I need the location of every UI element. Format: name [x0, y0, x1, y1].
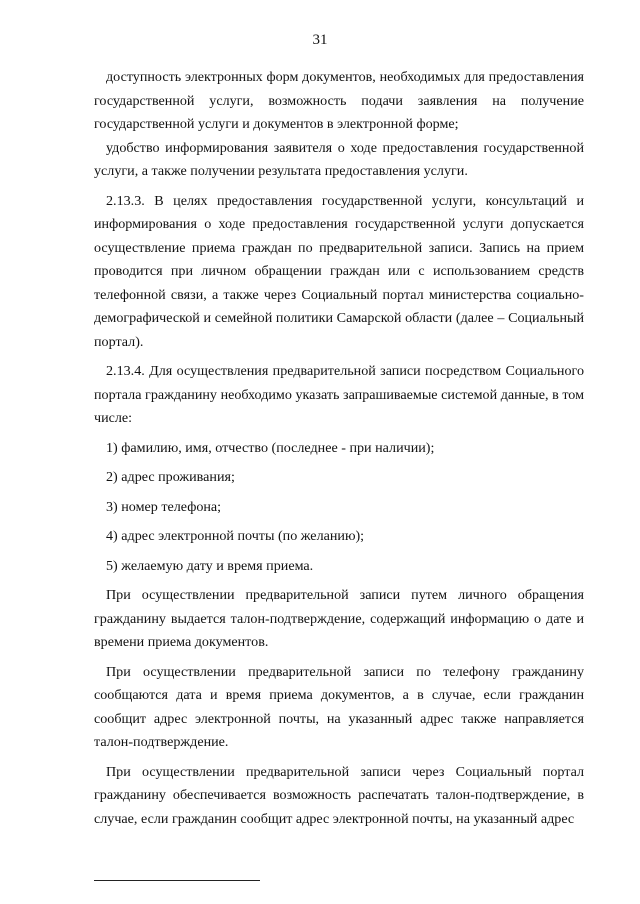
footnote-divider [94, 880, 260, 881]
paragraph: доступность электронных форм документов, необходимых для предоставления государственной услуги, возможность подачи заявления на получение государственной услуги и документов в электронной форме; [94, 69, 584, 132]
page-number: 31 [312, 32, 328, 48]
paragraph: 2.13.4. Для осуществления предварительной записи посредством Социального портала гражданину необходимо указать запрашиваемые системой данные, в том числе: [94, 363, 584, 426]
list-item: 5) желаемую дату и время приема. [106, 557, 314, 574]
paragraph: 2.13.3. В целях предоставления государственной услуги, консультаций и информирования о ходе предоставления государственной услуги допускается осуществление приема граждан по предварительной записи. Запись на прием проводится при личном обращении граждан или с использованием средств телефонной связи, а также через Социальный портал министерства социально-демографической и семейной политики Самарской области (далее – Социальный портал). [94, 192, 584, 350]
list-item: 2) адрес проживания; [106, 469, 235, 485]
list-item: 1) фамилию, имя, отчество (последнее - при наличии); [106, 439, 435, 456]
list-item: 3) номер телефона; [106, 498, 222, 515]
document-body [94, 66, 584, 831]
list-item: 4) адрес электронной почты (по желанию); [106, 528, 365, 544]
paragraph: При осуществлении предварительной записи путем личного обращения гражданину выдается талон-подтверждение, содержащий информацию о дате и времени приема документов. [94, 587, 584, 650]
paragraph: При осуществлении предварительной записи по телефону гражданину сообщаются дата и время приема документов, а в случае, если гражданин сообщит адрес электронной почты, на указанный адрес также направляется талон-подтверждение. [94, 663, 584, 750]
paragraph: удобство информирования заявителя о ходе предоставления государственной услуги, а также получении результата предоставления услуги. [94, 139, 584, 179]
paragraph: При осуществлении предварительной записи через Социальный портал гражданину обеспечивается возможность распечатать талон-подтверждение, в случае, если гражданин сообщит адрес электронной почты, на указанный адрес [94, 763, 584, 827]
